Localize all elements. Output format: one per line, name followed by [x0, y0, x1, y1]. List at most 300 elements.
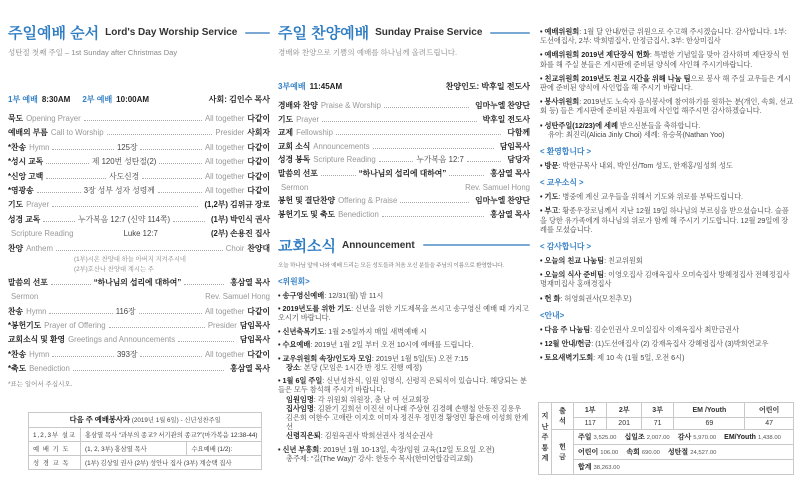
service-item-label-en: Call to Worship: [50, 128, 104, 138]
bullet-icon: •: [540, 324, 543, 334]
praise-title-en: Sunday Praise Service: [375, 27, 483, 38]
weekly-stats-table: [538, 402, 794, 475]
next-week-row-value: (1, 2, 3부) 홍삼열 목사: [81, 442, 187, 456]
announcement-item: • 수요예배: 2019년 1월 2일 부터 오전 10시에 예배를 드립니다.: [278, 340, 474, 350]
announcement-extra-lead: 신령직은퇴: [286, 431, 321, 441]
service-row: [8, 321, 270, 330]
service-1-time: 8:30AM: [41, 95, 71, 104]
service-item-detail: 누가복음 12:7: [416, 155, 464, 165]
service-3-time: 11:45AM: [309, 82, 343, 91]
bullet-icon: •: [540, 256, 543, 266]
service-item-performer: 임마누엘 찬양단: [475, 101, 530, 110]
announcement-lead: 오늘의 식사 준비팀: [544, 270, 605, 280]
announcement-intro: 오늘 하나님 앞에 나와 예배 드리는 모든 성도들과 처음 오신 분들을 주님의 이름으로 환영합니다.: [278, 262, 504, 269]
service-row: [8, 335, 270, 344]
announcement-lead: 성탄주일(12/23)에 세례: [544, 120, 618, 130]
worship-title-ko: 주일예배 순서: [8, 25, 100, 42]
announcement-item: • 신년 부흥회: 2019년 1월 10-13일, 속장/임원 교육(12일 토요일 오전) 총주제: “길(The Way)” 강사: 한동수 목사(한미연합감리교회): [278, 445, 530, 463]
committee-tag: <위원회>: [278, 276, 310, 286]
service-item-label-en: Prayer of Offering: [44, 321, 106, 331]
announcement-item: • 오늘의 식사 준비팀: 이영오집사 김애옥집사 오미숙집사 방혜정집사 전혜정집사 명재미집사 홍애경집사: [540, 270, 790, 289]
service-item-detail: 3장 성부 성자 성령께: [83, 185, 155, 195]
announcement-item: • 12월 안내/헌금: (1)도선애집사 (2) 강재옥집사 강혜령집사 (3)박희연교우: [540, 339, 769, 349]
service-item-label: 기도: [8, 200, 24, 210]
offering-item-value: 38,263.00: [593, 465, 620, 471]
worship-order-column: [8, 0, 270, 388]
service-item-performer-en: Rev. Samuel Hong: [205, 292, 270, 302]
service-row: [8, 292, 270, 301]
bullet-icon: •: [278, 444, 281, 454]
service-row: [278, 155, 530, 164]
offering-item-value: 1,438.00: [757, 435, 781, 441]
service-item-detail: Luke 12:7: [123, 229, 158, 239]
praise-title-row: [278, 22, 530, 43]
section-header: < 감사합니다 >: [540, 242, 592, 252]
service-item-note: (1부)시온 찬양대 하늘 아버지 지켜주시네: [74, 255, 187, 263]
service-item-label-en: Benediction: [29, 364, 70, 374]
offering-item-value: 106.00: [600, 450, 619, 456]
service-item-detail: “하나님의 섭리에 대하여”: [358, 168, 447, 178]
bullet-icon: •: [540, 339, 543, 349]
leader-dots: [140, 149, 201, 150]
service-item-performer-en: Choir: [225, 243, 245, 253]
leader-dots: [46, 163, 89, 164]
offering-item-value: 2,007.00: [646, 435, 670, 441]
announcement-lead: 신년 부흥회: [282, 444, 320, 454]
service-row: [278, 128, 530, 137]
service-item-label: 경배와 찬양: [278, 101, 318, 110]
announcement-item: • 다음 주 나눔팀: 김순인권사 오미실집사 이재옥집사 최만금권사: [540, 324, 740, 334]
leader-dots: [384, 107, 469, 108]
service-row: [8, 128, 270, 137]
service-row: [8, 200, 270, 209]
service-row: [278, 142, 530, 151]
announcement-lead: 다음 주 나눔팀: [544, 324, 591, 334]
service-row: [8, 186, 270, 195]
leader-dots: [140, 356, 201, 357]
service-item-performer: 다같이: [247, 171, 270, 181]
service-item-detail: 누가복음 12:7 (신약 114쪽): [78, 214, 171, 224]
service-item-detail: 393장: [116, 349, 138, 359]
bullet-icon: •: [540, 50, 543, 60]
service-item-performer-en: All together: [204, 157, 245, 167]
attendance-col-header: 3부: [641, 403, 674, 418]
section-header: <안내>: [540, 310, 565, 320]
bullet-icon: •: [540, 270, 543, 280]
leader-dots: [467, 161, 502, 162]
stand-footnote: *표는 일어서 주십시오.: [8, 380, 73, 388]
service-row: [8, 157, 270, 166]
service-item-detail: 116장: [115, 306, 136, 316]
worship-service-times: [8, 94, 270, 105]
service-item-label-en: Scripture Reading: [313, 155, 376, 165]
service-2-label: 2부 예배: [82, 95, 113, 104]
leader-dots: [382, 216, 484, 217]
service-row: [278, 196, 530, 205]
leader-dots: [379, 161, 414, 162]
next-week-row-label: 1,2,3부 설교: [29, 428, 81, 442]
service-item-performer: 담임목사: [239, 321, 270, 331]
service-item-label: 예배의 부름: [8, 128, 48, 138]
service-item-label: 묵도: [8, 114, 24, 123]
service-item-label-en: Offering & Praise: [338, 196, 398, 206]
service-item-performer: 홍삼열 목사: [230, 364, 270, 374]
praise-service-times: [278, 81, 530, 92]
announcement-lead: 기도: [544, 192, 559, 202]
attendance-value: 69: [674, 418, 745, 430]
leader-dots: [51, 284, 91, 285]
leader-dots: [400, 202, 469, 203]
service-row: [278, 115, 530, 124]
bullet-icon: •: [278, 353, 281, 363]
service-item-label-en: Prayer: [296, 114, 320, 124]
service-item-label: 교회 소식: [278, 141, 311, 151]
table-row: [539, 403, 794, 418]
service-item-label: 교회소식 및 환영: [8, 335, 66, 345]
service-item-performer: 다같이: [247, 157, 271, 167]
service-item-performer-en: Presider: [207, 321, 237, 331]
service-item-performer-en: All together: [204, 306, 245, 316]
stats-side-label: 지 난 주 통 계: [539, 403, 552, 475]
service-row: [8, 215, 270, 224]
service-item-label: 봉헌 및 결단찬양: [278, 196, 336, 206]
service-item-performer: 다함께: [507, 128, 530, 138]
service-row: [278, 169, 530, 178]
service-item-performer: 홍삼열 목사: [490, 209, 530, 219]
service-item-label: 성경 교독: [8, 214, 41, 224]
service-item-performer: (1,2부) 김위규 장로: [204, 200, 270, 210]
worship-subtitle: 성탄절 첫째 주일 – 1st Sunday after Christmas Day: [8, 48, 178, 57]
announcement-item: • 토요새벽기도회: 제 10 속 (1월 5일, 오전 6시): [540, 353, 685, 363]
next-week-row-value: (1부) 김상일 권사 (2부) 성안나 집사 (3부) 계승택 집사: [81, 456, 262, 470]
service-item-note: (2부)호산나 찬양대 계시는 주: [74, 265, 154, 273]
offering-item-label: 어린이: [578, 449, 599, 456]
title-rule: [245, 32, 270, 34]
service-item-label: *봉헌기도: [8, 321, 42, 331]
offering-item-label: 속회: [626, 449, 640, 456]
praise-subtitle: 경배와 찬양으로 기쁨의 예배를 하나님께 올려드립니다.: [278, 48, 458, 57]
offering-line: [574, 460, 794, 475]
service-item-label-en: Hymn: [29, 142, 50, 152]
bullet-icon: •: [540, 120, 543, 130]
bullet-icon: •: [540, 73, 543, 83]
announcement-extra: 장소: 본당 (모임은 1시간 반 정도 진행 예정): [286, 362, 422, 372]
service-row: [8, 307, 270, 316]
announcement-item: • 예배위원회 2019년 제단장식 헌화: 특별한 기념일을 맞아 감사하며 제단장식 헌화를 해 주실 분들은 게시판에 준비된 양식에 사인해 주시기바랍니다.: [540, 50, 789, 69]
service-item-performer: 홍삼열 목사: [490, 168, 531, 178]
table-row: [539, 418, 794, 430]
service-row: [8, 172, 270, 181]
announcement-item: • 방문: 박한규목사 내외, 박인선/Tom 성도, 한재홍/임성희 성도: [540, 161, 733, 171]
announcement-lead: 토요새벽기도회: [544, 353, 594, 363]
announcement-title-row: [278, 235, 530, 256]
service-row: [278, 101, 530, 110]
announcement-lead: 오늘의 친교 나눔팀: [544, 256, 605, 266]
offering-item-label: 성탄절: [667, 449, 689, 456]
next-week-row-value: 수요예배 (1/2):: [187, 442, 262, 456]
leader-dots: [52, 356, 113, 357]
announcement-lead: 송구영신예배: [282, 290, 325, 300]
bullet-icon: •: [540, 206, 543, 216]
leader-dots: [52, 206, 198, 207]
offering-item-label: 주일: [578, 434, 592, 441]
next-week-date: (2019년 1월 6일) - 신년성찬주일: [130, 417, 221, 424]
service-item-label-en: Hymn: [29, 349, 50, 359]
next-week-row-label: 성 경 교 독: [29, 456, 81, 470]
leader-dots: [109, 327, 205, 328]
service-row: [8, 143, 270, 152]
service-item-label: *영광송: [8, 185, 34, 195]
leader-dots: [49, 313, 112, 314]
announcement-item: • 기도: 병중에 계신 교우들을 위해서 기도와 위로를 부탁드립니다.: [540, 192, 744, 202]
worship-title-row: [8, 22, 270, 43]
announcement-item: • 헌 화: 허영회권사(모친추모): [540, 293, 632, 303]
announcement-lead: 예배위원회: [544, 27, 580, 36]
announcement-title-ko: 교회소식: [278, 237, 336, 255]
service-item-label: 기도: [278, 114, 294, 124]
praise-order-list: [278, 101, 530, 219]
leader-dots: [37, 192, 81, 193]
next-week-header: [29, 413, 262, 428]
attendance-col-header: 어린이: [745, 403, 794, 418]
announcement-lead: 12월 안내/헌금: [544, 339, 592, 349]
service-row: [278, 183, 530, 192]
service-item-label: 찬양: [8, 243, 24, 253]
attendance-value: 47: [745, 418, 794, 430]
service-row: [8, 350, 270, 359]
service-row: [8, 364, 270, 373]
service-item-label-en: Sermon: [281, 182, 309, 192]
service-item-label: *축도: [8, 364, 27, 374]
announcement-lead: 교우위원회 속장/인도자 모임: [282, 353, 372, 363]
announcement-item: • 성탄주일(12/23)에 세례 받으신분들을 축하합니다. 유아: 최진리(Alicia Jinly Choi) 세례: 유승목(Nathan Yoo): [540, 121, 794, 139]
service-item-performer: 박후일 전도사: [482, 114, 530, 124]
announcement-lead: 수요예배: [282, 340, 311, 350]
announcement-extra: 총주제: “길(The Way)” 강사: 한동수 목사(한미연합감리교회): [286, 453, 473, 463]
service-item-label-en: Sermon: [11, 292, 39, 302]
service-item-label: 성경 봉독: [278, 155, 311, 165]
service-item-performer-en: Rev. Samuel Hong: [465, 182, 530, 192]
announcement-item: • 예배위원회: 1월 달 안내/헌금 위원으로 수고해 주시겠습니다. 감사합니다. 1부: 도선애집사, 2부: 박희범집사, 안정금집사, 3부: 한상미집사: [540, 27, 787, 46]
bullet-icon: •: [278, 290, 281, 300]
bullet-icon: •: [540, 353, 543, 363]
service-row: [8, 229, 270, 238]
service-item-performer: 다같이: [247, 349, 270, 359]
announcement-item: • 1월 6일 주일: 신년성찬식, 임원 임명식, 신령직 은퇴식이 있습니다. 해당되는 분들은 모두 참석해 주시기 바랍니다. 임원임명: 각 위원회 위원장, 총 남 여 선교회장 집사임명: 김완기 김희선 이진선 이나래 주상현 김경혜 손행철 안동진 김용우 김은희 여한수 고애란 이지호 이미자 정진우 정민경 황영민 황은애 이성희 한계선 신령직은퇴: 김원옥권사 박희선권사 정석순권사: [278, 376, 529, 441]
service-row: [8, 278, 270, 287]
service-item-label: *찬송: [8, 349, 27, 359]
service-item-performer-en: All together: [204, 171, 245, 181]
service-item-performer: 다같이: [247, 114, 270, 123]
service-item-label: 찬송: [8, 306, 24, 316]
announcement-extra: 신령직은퇴: 김원옥권사 박희선권사 정석순권사: [286, 431, 433, 441]
offering-item-value: 5,970.00: [693, 435, 717, 441]
service-item-detail: 사도신경: [109, 171, 140, 181]
bullet-icon: •: [540, 97, 543, 107]
offering-item-value: 690.00: [641, 450, 660, 456]
announcement-lead: 예배위원회 2019년 제단장식 헌화: [544, 50, 650, 60]
announcement-lead: 부고: [544, 206, 559, 216]
announcement-lead: 신년축복기도: [282, 326, 325, 336]
service-item-performer: 임마누엘 찬양단: [475, 196, 530, 206]
service-item-performer: 홍삼열 목사: [230, 277, 271, 287]
section-header: < 교우소식 >: [540, 178, 584, 188]
service-item-detail: 125장: [116, 142, 138, 152]
leader-dots: [449, 175, 484, 176]
service-item-label: 말씀의 선포: [278, 168, 318, 178]
attendance-label: 출석: [552, 403, 574, 430]
announcement-lead: 1월 6일 주일: [282, 376, 323, 386]
stats-table: [538, 402, 794, 475]
service-item-label-en: Fellowship: [296, 128, 333, 138]
next-week-row-value: 홍삼열 목사 “과부의 종교? 서기관의 종교?”(마가복음 12:38-44): [81, 428, 262, 442]
attendance-col-header: EM /Youth: [674, 403, 745, 418]
table-row: [539, 460, 794, 475]
praise-title-ko: 주일 찬양예배: [278, 25, 370, 42]
leader-dots: [107, 134, 213, 135]
offering-item-label: 감사: [677, 434, 692, 441]
leader-dots: [46, 178, 106, 179]
bullet-icon: •: [540, 293, 543, 303]
offering-item-label: EM/Youth: [724, 434, 756, 441]
offering-line: [574, 430, 794, 445]
service-item-performer-en: All together: [204, 185, 245, 195]
announcement-extra-lead: 집사임명: [286, 403, 314, 413]
service-item-performer: 찬양대: [247, 243, 270, 253]
notice-sections: [540, 27, 794, 362]
offering-line: [574, 445, 794, 460]
announcement-extra-lead: 임원임명: [286, 394, 314, 404]
leader-dots: [178, 341, 234, 342]
notices-column: [540, 0, 794, 367]
announcement-item: • 친교위원회 2019년도 친교 시간을 위해 나눔 팀으로 봉사 해 주실 교우들은 게시판에 준비된 양식에 사인업을 해 주시기 바랍니다.: [540, 73, 791, 93]
table-row: [539, 430, 794, 445]
leader-dots: [158, 192, 202, 193]
announcement-item: • 2019년도를 위한 기도: 신년을 위한 기도제목을 쓰시고 송구영신 예배 때 가지고 오시기 바랍니다.: [278, 304, 529, 323]
announcement-item: • 교우위원회 속장/인도자 모임: 2019년 1월 5일(토) 오전 7:15 장소: 본당 (모임은 1시간 반 정도 진행 예정): [278, 354, 530, 372]
announcement-lead: 2019년도를 위한 기도: [282, 304, 352, 314]
service-item-label-en: Announcements: [313, 141, 370, 151]
worship-title-en: Lord's Day Worship Service: [105, 27, 238, 38]
offering-item-label: 십일조: [624, 434, 645, 441]
leader-dots: [336, 134, 501, 135]
bullet-icon: •: [540, 27, 543, 36]
service-row: [8, 114, 270, 123]
service-item-performer: 담임목사: [239, 335, 270, 345]
service-item-label-en: Prayer: [26, 200, 50, 210]
next-week-table: [28, 412, 262, 470]
presider-name: 사회: 김인수 목사: [208, 95, 270, 104]
section-header: < 환영합니다 >: [540, 147, 592, 157]
bullet-icon: •: [278, 376, 281, 386]
announcement-item: • 오늘의 친교 나눔팀: 친교위원회: [540, 256, 643, 266]
service-item-performer: 담당자: [507, 155, 531, 165]
leader-dots: [373, 148, 494, 149]
attendance-value: 71: [641, 418, 674, 430]
service-item-label: 말씀의 선포: [8, 277, 48, 287]
service-item-label: 봉헌기도 및 축도: [278, 209, 336, 219]
service-item-detail: “하나님의 섭리에 대하여”: [93, 277, 182, 287]
service-item-label-en: Praise & Worship: [320, 101, 381, 110]
service-item-label: *신앙 고백: [8, 171, 44, 181]
service-item-performer: (2부) 손용진 집사: [210, 229, 271, 239]
service-item-performer-en: All together: [204, 142, 245, 152]
service-item-label: 교제: [278, 128, 294, 138]
next-week-servers-table: [28, 412, 262, 470]
leader-dots: [142, 178, 202, 179]
attendance-value: 117: [574, 418, 607, 430]
service-row: [278, 210, 530, 219]
offering-label: 헌금: [552, 430, 574, 475]
title-rule: [423, 244, 530, 246]
service-item-performer: (1부) 박인식 권사: [210, 214, 271, 224]
table-row: [29, 428, 262, 442]
table-row: [29, 456, 262, 470]
leader-dots: [52, 149, 113, 150]
announcement-item: • 봉사위원회: 2019년도 노숙자 음식봉사에 참여하기를 원하는 분(개인, 속회, 선교회 등) 들은 게시판에 준비된 자원표에 사인업 해주시면 감사하겠습니다.: [540, 97, 794, 116]
table-row: [29, 442, 262, 456]
leader-dots: [84, 120, 202, 121]
attendance-col-header: 2부: [607, 403, 641, 418]
leader-dots: [73, 370, 224, 371]
praise-service-column: [278, 0, 530, 467]
service-item-performer-en: Presider: [215, 128, 245, 138]
leader-dots: [321, 175, 356, 176]
announcement-lead: 봉사위원회: [544, 97, 580, 107]
service-item-label: *성시 교독: [8, 157, 44, 167]
service-item-performer: 담임목사: [499, 141, 530, 151]
offering-item-label: 합계: [578, 464, 592, 471]
service-3-label: 3부예배: [278, 82, 306, 91]
service-item-label-en: Benediction: [338, 209, 379, 219]
leader-dots: [173, 221, 205, 222]
bullet-icon: •: [540, 161, 543, 171]
service-item-performer: 사회자: [247, 128, 270, 138]
leader-dots: [139, 313, 202, 314]
announcement-extra: 유아: 최진리(Alicia Jinly Choi) 세례: 유승목(Nathan Yoo): [548, 129, 725, 139]
service-item-performer: 다같이: [247, 306, 271, 316]
service-item-label-en: Scripture Reading: [11, 229, 74, 239]
title-rule: [490, 32, 530, 34]
service-item-performer: 다같이: [247, 142, 270, 152]
announcement-item: • 송구영신예배: 12/31(월) 밤 11시: [278, 290, 384, 300]
announcement-extra-lead: 장소: [286, 362, 300, 372]
table-row: [539, 445, 794, 460]
leader-dots: [322, 121, 477, 122]
leader-dots: [43, 221, 75, 222]
service-item-performer-en: All together: [204, 349, 245, 359]
attendance-value: 201: [607, 418, 641, 430]
leader-dots: [184, 284, 224, 285]
announcement-item: • 부고: 황종우장로님께서 지난 12월 19일 하나님의 부르심을 받으셨습니다. 슬픔을 당한 유가족에게 하나님의 위로가 함께 해 주시기 기도합니다. 12월 29일에 장례를 모셨습니다.: [540, 206, 789, 234]
worship-order-list: [8, 114, 270, 373]
leader-dots: [56, 250, 223, 251]
announcement-extra: 집사임명: 김완기 김희선 이진선 이나래 주상현 김경혜 손행철 안동진 김용우 김은희 여한수 고애란 이지호 이미자 정진우 정민경 황영민 황은애 이성희 한계선: [286, 403, 529, 432]
service-2-time: 10:00AM: [116, 95, 150, 104]
bullet-icon: •: [278, 326, 281, 336]
service-row: [8, 244, 270, 253]
bullet-icon: •: [278, 304, 281, 314]
service-item-performer: 다같이: [247, 185, 271, 195]
bullet-icon: •: [278, 340, 281, 350]
service-item-label: *찬송: [8, 142, 27, 152]
service-item-detail: 제 120번 성탄절(2): [91, 157, 157, 167]
service-item-performer-en: All together: [204, 114, 245, 123]
offering-item-value: 24,527.00: [690, 450, 717, 456]
attendance-col-header: 1부: [574, 403, 607, 418]
announcement-item: • 신년축복기도: 1월 2-5일까지 매일 새벽예배 시: [278, 326, 427, 336]
announcement-lead: 친교위원회 2019년도 친교 시간을 위해 나눔 팀: [544, 73, 691, 83]
